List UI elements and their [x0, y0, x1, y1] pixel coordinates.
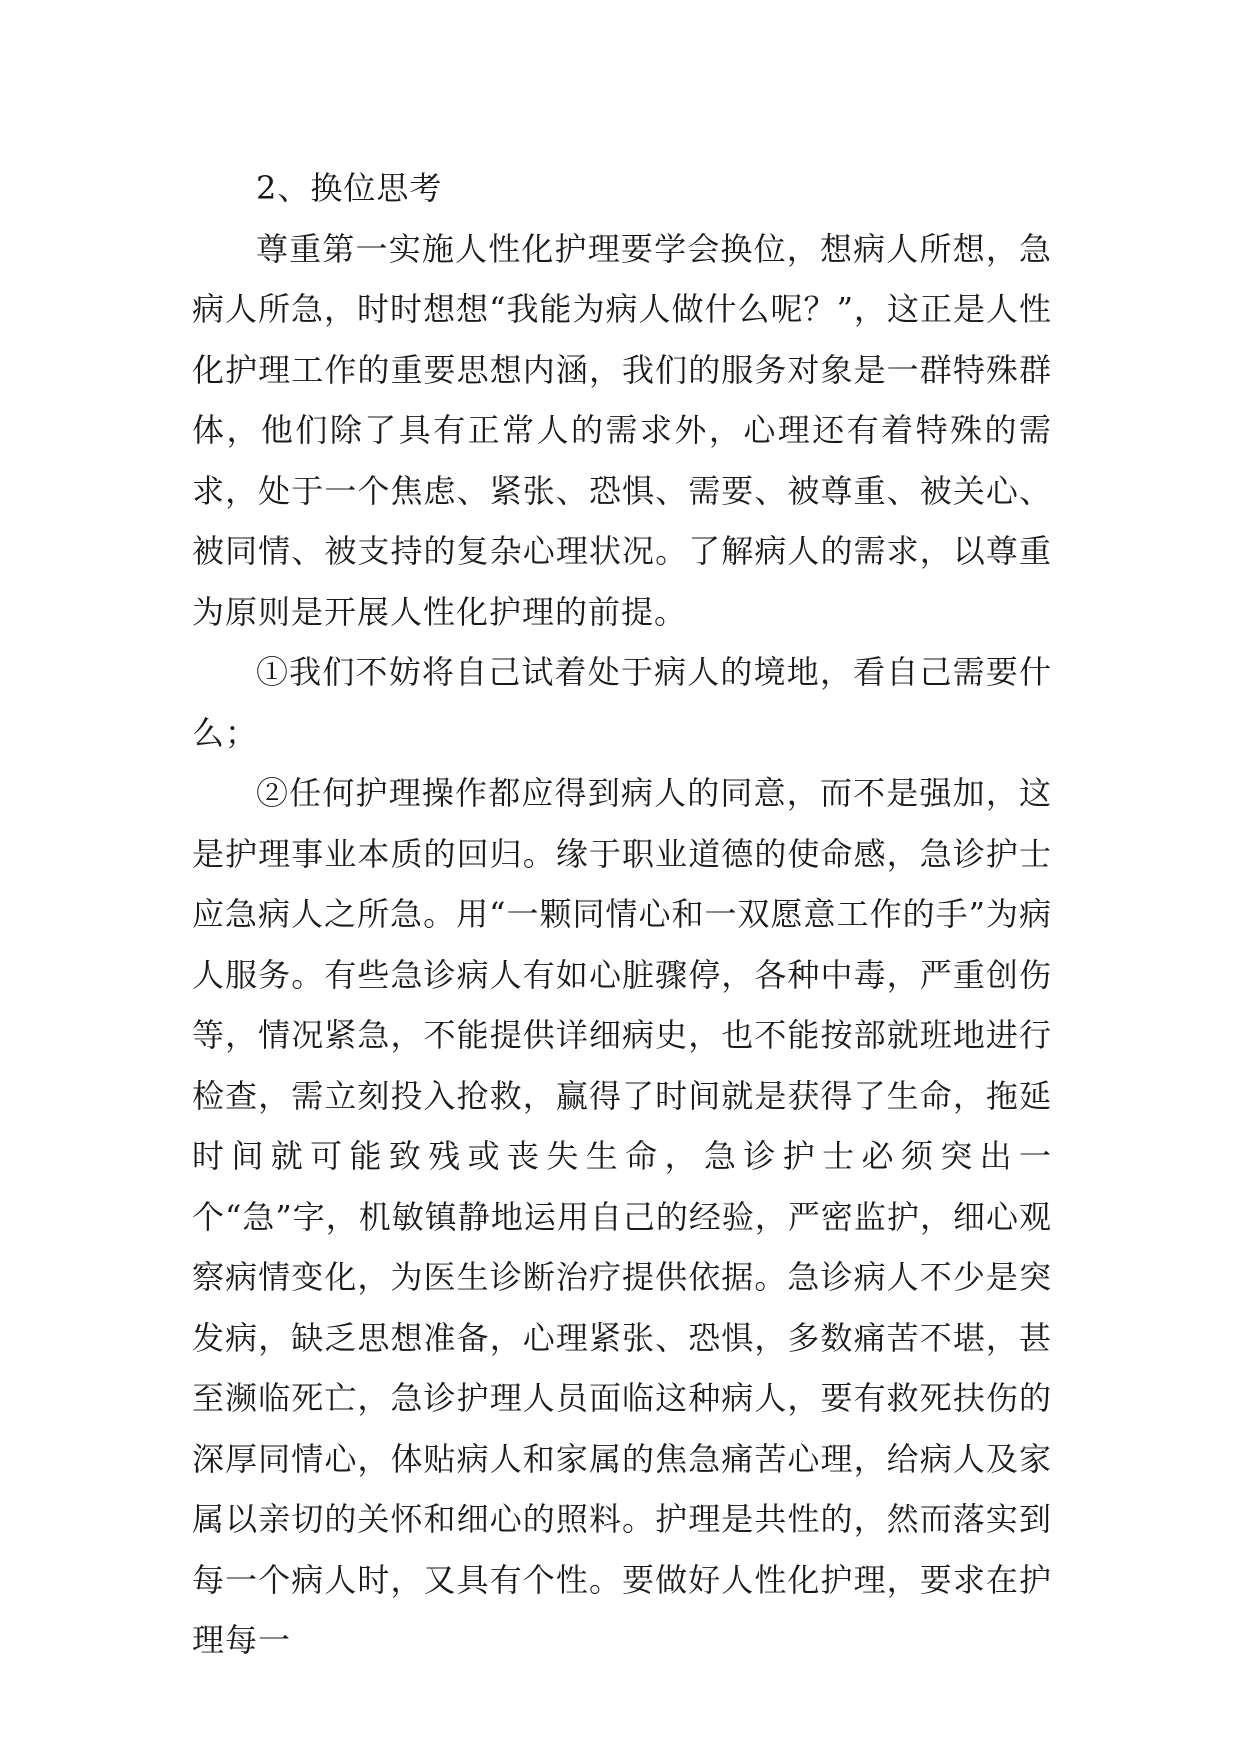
- document-body: [192, 158, 1052, 1671]
- paragraph-respect: 尊重第一实施人性化护理要学会换位，想病人所想，急病人所急，时时想想“我能为病人做什么呢？”，这正是人性化护理工作的重要思想内涵，我们的服务对象是一群特殊群体，他们除了具有正常人的需求外，心理还有着特殊的需求，处于一个焦虑、紧张、恐惧、需要、被尊重、被关心、被同情、被支持的复杂心理状况。了解病人的需求，以尊重为原则是开展人性化护理的前提。: [192, 229, 1052, 631]
- paragraph-point-2: ②任何护理操作都应得到病人的同意，而不是强加，这是护理事业本质的回归。缘于职业道德的使命感，急诊护士应急病人之所急。用“一颗同情心和一双愿意工作的手”为病人服务。有些急诊病人有如心脏骤停，各种中毒，严重创伤等，情况紧急，不能提供详细病史，也不能按部就班地进行检查，需立刻投入抢救，赢得了时间就是获得了生命，拖延时间就可能致残或丧失生命，急诊护士必须突出一个“急”字，机敏镇静地运用自己的经验，严密监护，细心观察病情变化，为医生诊断治疗提供依据。急诊病人不少是突发病，缺乏思想准备，心理紧张、恐惧，多数痛苦不堪，甚至濒临死亡，急诊护理人员面临这种病人，要有救死扶伤的深厚同情心，体贴病人和家属的焦急痛苦心理，给病人及家属以亲切的关怀和细心的照料。护理是共性的，然而落实到每一个病人时，又具有个性。要做好人性化护理，要求在护理每一: [192, 774, 1052, 1659]
- section-heading: 2、换位思考: [256, 169, 443, 207]
- paragraph-point-1: ①我们不妨将自己试着处于病人的境地，看自己需要什么；: [192, 653, 1052, 752]
